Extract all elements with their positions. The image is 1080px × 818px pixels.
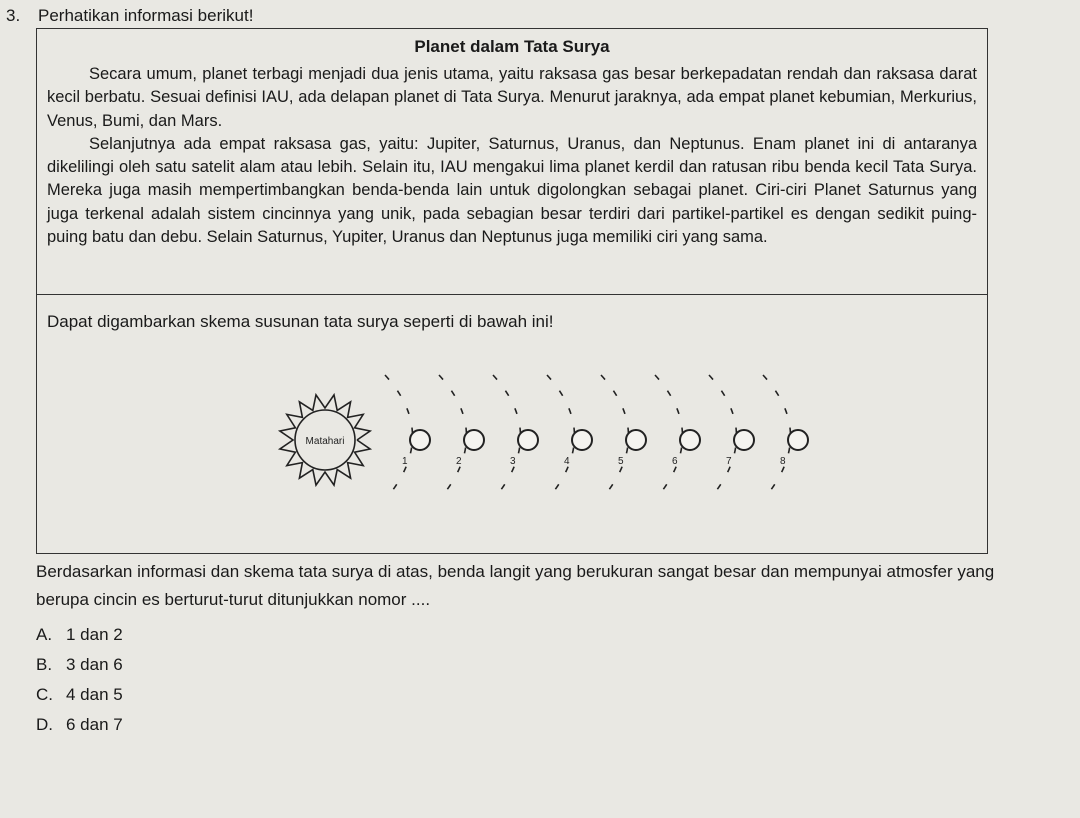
planet-3-icon [518,430,538,450]
option-letter: D. [36,715,53,734]
planet-number: 6 [672,456,678,467]
orbit-path [763,375,791,500]
info-paragraph-1: Secara umum, planet terbagi menjadi dua jenis utama, yaitu raksasa gas besar berkepadatan rendah dan raksasa darat kecil berbatu. Sesuai definisi IAU, ada delapan planet di Tata Surya. Menurut jaraknya, ada empat planet kebumian, Merkurius, Venus, Bumi, dan Mars. [47,65,977,130]
planet-number: 5 [618,456,624,467]
info-paragraph-2: Selanjutnya ada empat raksasa gas, yaitu: Jupiter, Saturnus, Uranus, dan Neptunus. Enam planet ini di antaranya dikelilingi oleh satu satelit alam atau lebih. Selain itu, IAU mengakui lima planet kerdil dan ratusan ribu benda kecil Tata Surya. Mereka juga masih mempertimbangkan benda-benda lain untuk digolongkan sebagai planet. Ciri-ciri Planet Saturnus yang juga terkenal adalah sistem cincinnya yang unik, pada sebagian besar terdiri dari partikel-partikel es dengan sedikit puing-puing batu dan debu. Selain Saturnus, Yupiter, Uranus dan Neptunus juga memiliki ciri yang sama. [47,134,977,247]
option-text: 1 dan 2 [66,625,123,644]
planet-2-icon [464,430,484,450]
planet-number: 3 [510,456,516,467]
option-text: 6 dan 7 [66,715,123,734]
option-letter: B. [36,655,53,674]
orbit-path [385,375,413,500]
planet-number: 8 [780,456,786,467]
question-number: 3. [6,6,21,25]
planet-number: 1 [402,456,408,467]
planet-6-icon [680,430,700,450]
planet-1-icon [410,430,430,450]
planet-5-icon [626,430,646,450]
orbit-path [547,375,575,500]
orbit-path [601,375,629,500]
info-box-title: Planet dalam Tata Surya [414,37,610,56]
solar-system-diagram [270,360,810,510]
diagram-caption: Dapat digambarkan skema susunan tata surya seperti di bawah ini! [47,312,554,331]
orbit-path [493,375,521,500]
option-b[interactable] [36,650,123,680]
sun-label: Matahari [305,436,345,447]
question-prompt: Berdasarkan informasi dan skema tata surya di atas, benda langit yang berukuran sangat besar dan mempunyai atmosfer yang berupa cincin es berturut-turut ditunjukkan nomor .... [36,562,995,609]
option-text: 4 dan 5 [66,685,123,704]
info-box [36,28,988,295]
option-d[interactable] [36,710,123,740]
orbit-path [439,375,467,500]
orbits [385,375,808,500]
planet-8-icon [788,430,808,450]
planet-number: 2 [456,456,462,467]
option-c[interactable] [36,680,123,710]
planet-4-icon [572,430,592,450]
option-letter: C. [36,685,53,704]
planet-7-icon [734,430,754,450]
option-text: 3 dan 6 [66,655,123,674]
orbit-path [655,375,683,500]
option-a[interactable] [36,620,123,650]
orbit-path [709,375,737,500]
planet-number: 7 [726,456,732,467]
answer-options [36,620,123,740]
planet-number: 4 [564,456,570,467]
question-intro: Perhatikan informasi berikut! [38,6,254,25]
option-letter: A. [36,625,53,644]
